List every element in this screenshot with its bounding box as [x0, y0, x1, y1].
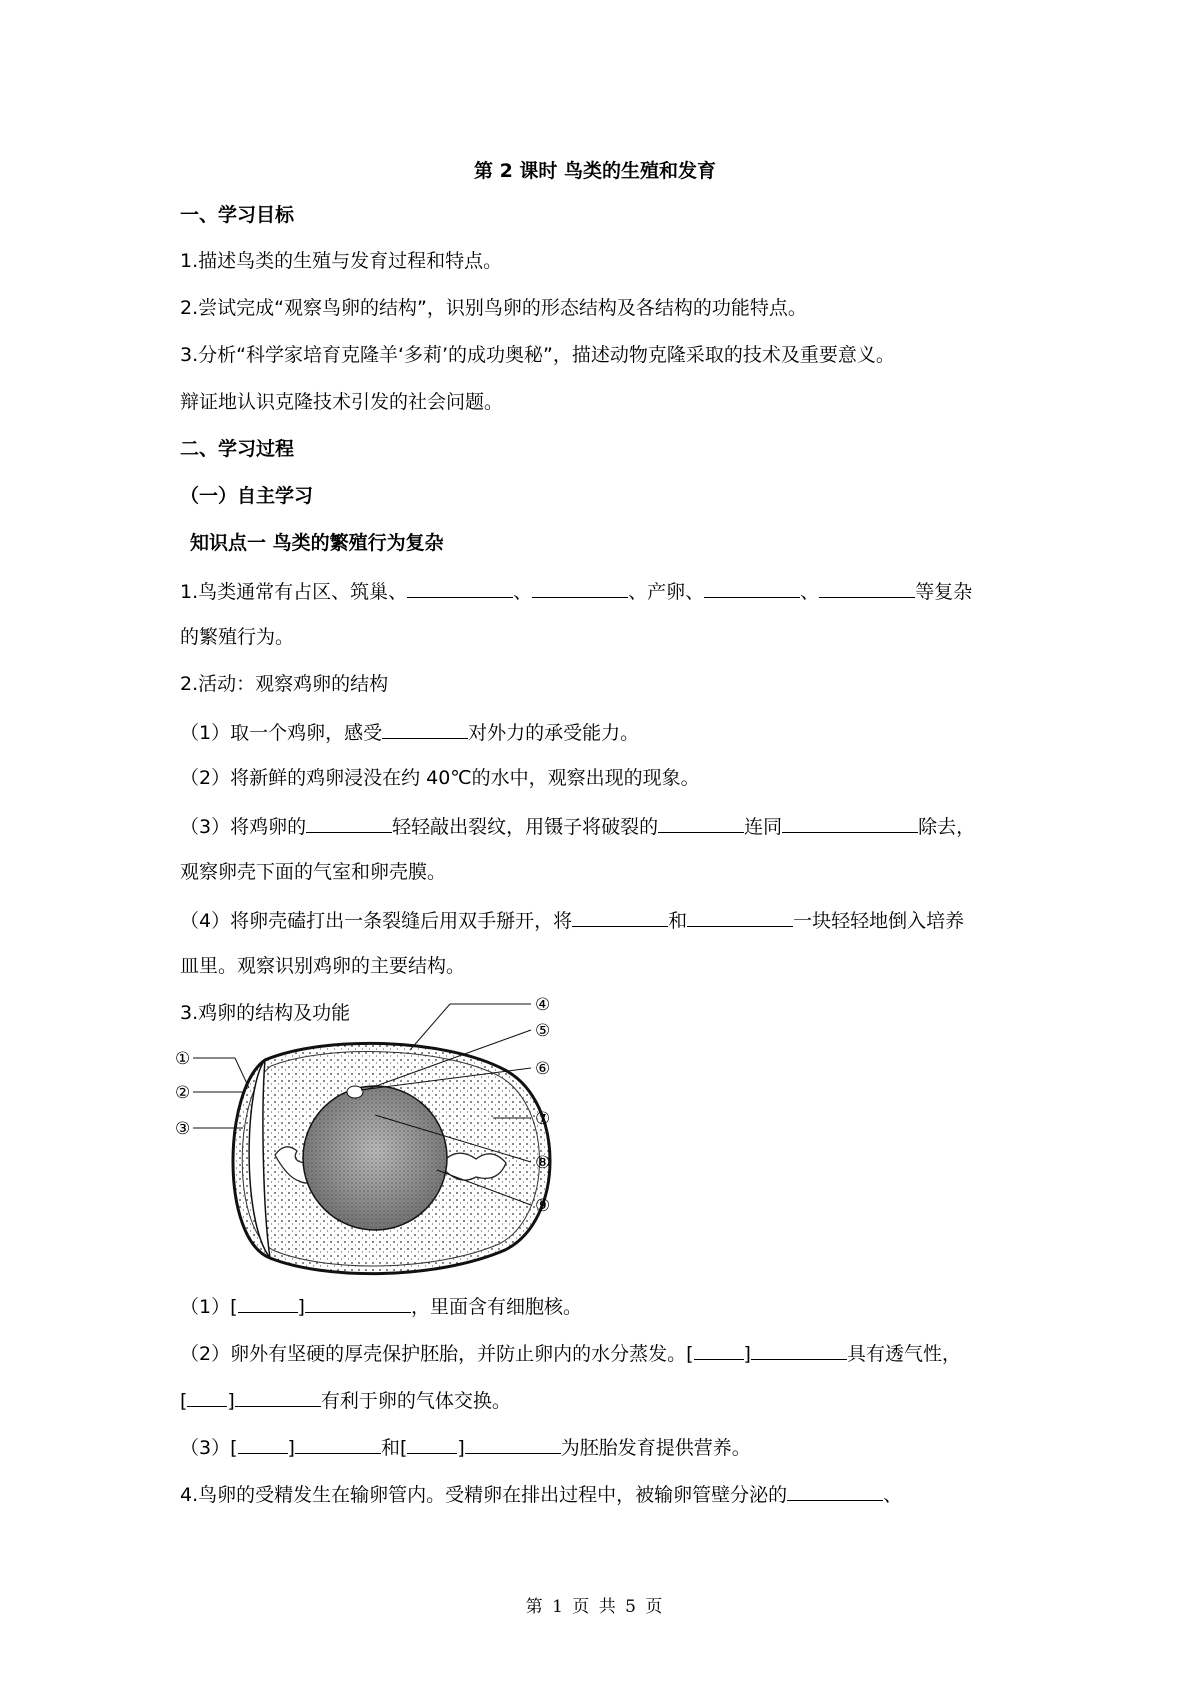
answer-blank[interactable] — [694, 1339, 744, 1360]
question-2-step-2: （2）将新鲜的鸡卵浸没在约 40℃的水中，观察出现的现象。 — [180, 767, 700, 789]
subsection-heading-self-study: （一）自主学习 — [180, 485, 314, 507]
answer-blank[interactable] — [187, 1386, 227, 1407]
question-3-part-2-continued: [ ] 有利于卵的气体交换。 — [180, 1386, 511, 1414]
question-1-line-1: 1.鸟类通常有占区、筑巢、 、 、产卵、 、 等复杂 — [180, 577, 972, 605]
answer-blank[interactable] — [465, 1433, 561, 1454]
germinal-disc — [347, 1086, 363, 1098]
goal-3-continued: 辩证地认识克隆技术引发的社会问题。 — [180, 391, 504, 413]
page-footer: 第 1 页 共 5 页 — [525, 1597, 665, 1617]
answer-blank[interactable] — [306, 812, 392, 833]
answer-blank[interactable] — [295, 1433, 381, 1454]
label-8: ⑧ — [535, 1153, 551, 1173]
section-heading-process: 二、学习过程 — [180, 438, 295, 460]
question-2-step-1: （1）取一个鸡卵，感受 对外力的承受能力。 — [180, 718, 639, 746]
question-2-step-3: （3）将鸡卵的 轻轻敲出裂纹，用镊子将破裂的 连同 除去， — [180, 812, 975, 840]
answer-blank[interactable] — [819, 577, 915, 598]
question-2-step-4-continued: 皿里。观察识别鸡卵的主要结构。 — [180, 955, 466, 977]
label-1: ① — [175, 1049, 191, 1069]
answer-blank[interactable] — [572, 906, 668, 927]
label-3: ③ — [175, 1119, 191, 1139]
question-2-heading: 2.活动：观察鸡卵的结构 — [180, 673, 389, 695]
label-7: ⑦ — [535, 1109, 551, 1129]
question-3-part-3: （3）[ ] 和[ ] 为胚胎发育提供营养。 — [180, 1433, 751, 1461]
knowledge-point-heading: 知识点一 鸟类的繁殖行为复杂 — [190, 532, 444, 554]
question-1-line-2: 的繁殖行为。 — [180, 626, 295, 648]
label-5: ⑤ — [535, 1021, 551, 1041]
label-6: ⑥ — [535, 1059, 551, 1079]
answer-blank[interactable] — [238, 1433, 288, 1454]
label-9: ⑨ — [535, 1196, 551, 1216]
question-3-part-2: （2）卵外有坚硬的厚壳保护胚胎，并防止卵内的水分蒸发。[ ] 具有透气性， — [180, 1339, 961, 1367]
answer-blank[interactable] — [235, 1386, 321, 1407]
goal-2: 2.尝试完成“观察鸟卵的结构”，识别鸟卵的形态结构及各结构的功能特点。 — [180, 297, 807, 319]
answer-blank[interactable] — [407, 1433, 457, 1454]
page-title: 第 2 课时 鸟类的生殖和发育 — [473, 160, 717, 182]
section-heading-goals: 一、学习目标 — [180, 204, 295, 226]
label-4: ④ — [535, 995, 551, 1015]
question-2-step-3-continued: 观察卵壳下面的气室和卵壳膜。 — [180, 861, 447, 883]
answer-blank[interactable] — [305, 1292, 411, 1313]
goal-3: 3.分析“科学家培育克隆羊‘多莉’的成功奥秘”，描述动物克隆采取的技术及重要意义。 — [180, 344, 895, 366]
answer-blank[interactable] — [782, 812, 918, 833]
answer-blank[interactable] — [751, 1339, 847, 1360]
answer-blank[interactable] — [658, 812, 744, 833]
question-3-part-1: （1）[ ] ，里面含有细胞核。 — [180, 1292, 582, 1320]
answer-blank[interactable] — [238, 1292, 298, 1313]
answer-blank[interactable] — [532, 577, 628, 598]
question-3-heading: 3.鸡卵的结构及功能 — [180, 1002, 351, 1024]
question-4-line-1: 4.鸟卵的受精发生在输卵管内。受精卵在排出过程中，被输卵管壁分泌的 、 — [180, 1480, 902, 1508]
answer-blank[interactable] — [382, 718, 468, 739]
answer-blank[interactable] — [407, 577, 513, 598]
question-2-step-4: （4）将卵壳磕打出一条裂缝后用双手掰开，将 和 一块轻轻地倒入培养 — [180, 906, 964, 934]
answer-blank[interactable] — [704, 577, 800, 598]
answer-blank[interactable] — [687, 906, 793, 927]
goal-1: 1.描述鸟类的生殖与发育过程和特点。 — [180, 250, 503, 272]
label-2: ② — [175, 1083, 191, 1103]
answer-blank[interactable] — [787, 1480, 883, 1501]
